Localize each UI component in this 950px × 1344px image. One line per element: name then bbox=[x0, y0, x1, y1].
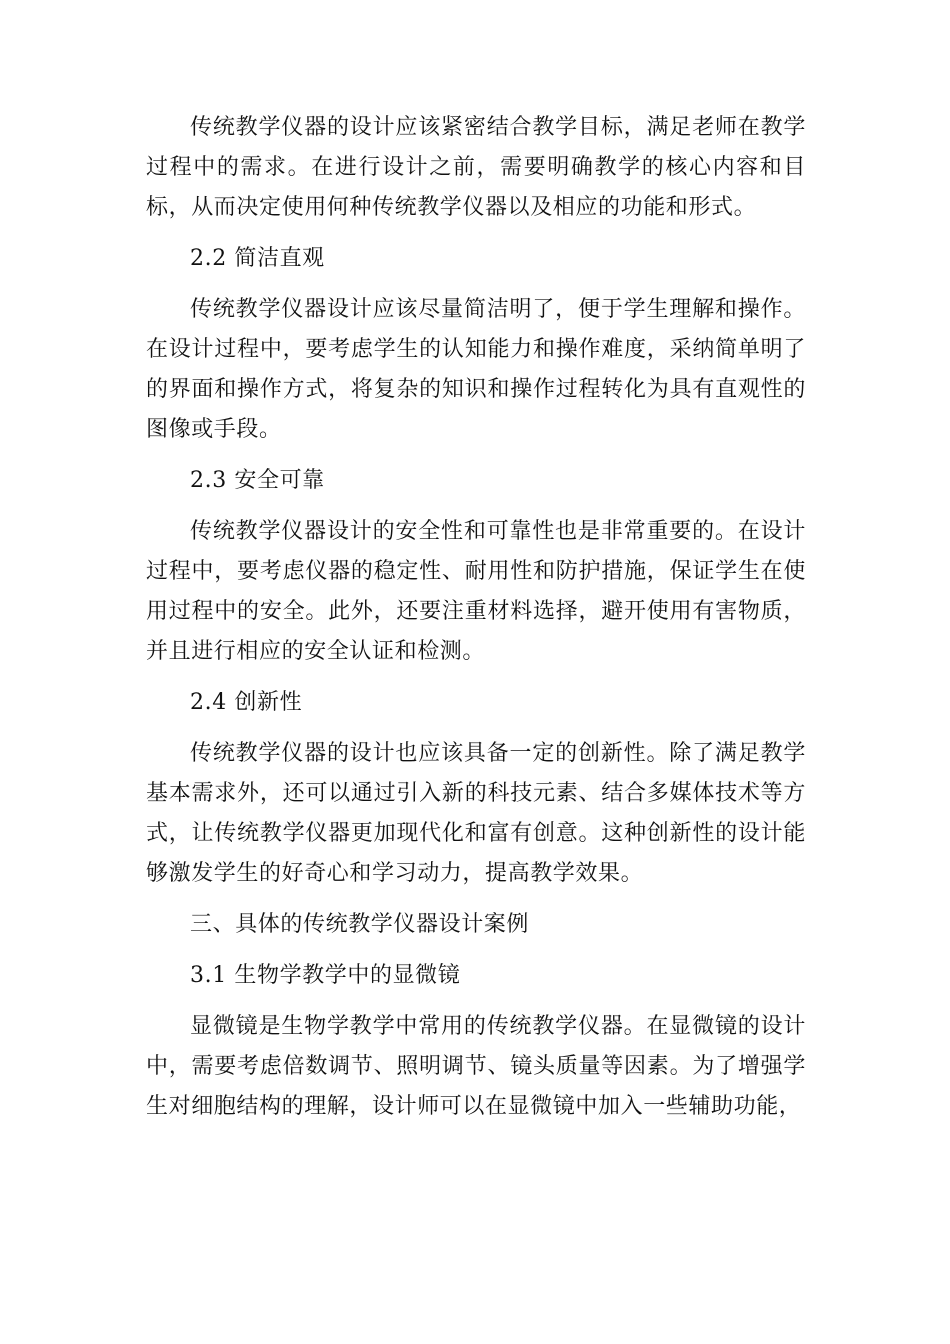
paragraph-safety: 传统教学仪器设计的安全性和可靠性也是非常重要的。在设计过程中，要考虑仪器的稳定性、耐用性和防护措施，保证学生在使用过程中的安全。此外，还要注重材料选择，避开使用有害物质，并且进行相应的安全认证和检测。 bbox=[146, 519, 806, 664]
section-heading-2-3: 2.3 安全可靠 bbox=[190, 468, 325, 493]
chapter-heading-3: 三、具体的传统教学仪器设计案例 bbox=[190, 912, 530, 937]
paragraph-teaching-goals: 传统教学仪器的设计应该紧密结合教学目标，满足老师在教学过程中的需求。在进行设计之前，需要明确教学的核心内容和目标，从而决定使用何种传统教学仪器以及相应的功能和形式。 bbox=[146, 115, 806, 220]
section-heading-2-4: 2.4 创新性 bbox=[190, 690, 303, 715]
paragraph-innovation: 传统教学仪器的设计也应该具备一定的创新性。除了满足教学基本需求外，还可以通过引入新的科技元素、结合多媒体技术等方式，让传统教学仪器更加现代化和富有创意。这种创新性的设计能够激发学生的好奇心和学习动力，提高教学效果。 bbox=[146, 741, 806, 886]
paragraph-microscope: 显微镜是生物学教学中常用的传统教学仪器。在显微镜的设计中，需要考虑倍数调节、照明调节、镜头质量等因素。为了增强学生对细胞结构的理解，设计师可以在显微镜中加入一些辅助功能， bbox=[146, 1014, 806, 1119]
section-heading-3-1: 3.1 生物学教学中的显微镜 bbox=[190, 963, 461, 988]
document-page bbox=[146, 108, 806, 1138]
section-heading-2-2: 2.2 简洁直观 bbox=[190, 246, 325, 271]
paragraph-simplicity: 传统教学仪器设计应该尽量简洁明了，便于学生理解和操作。在设计过程中，要考虑学生的认知能力和操作难度，采纳简单明了的界面和操作方式，将复杂的知识和操作过程转化为具有直观性的图像或手段。 bbox=[146, 297, 806, 442]
